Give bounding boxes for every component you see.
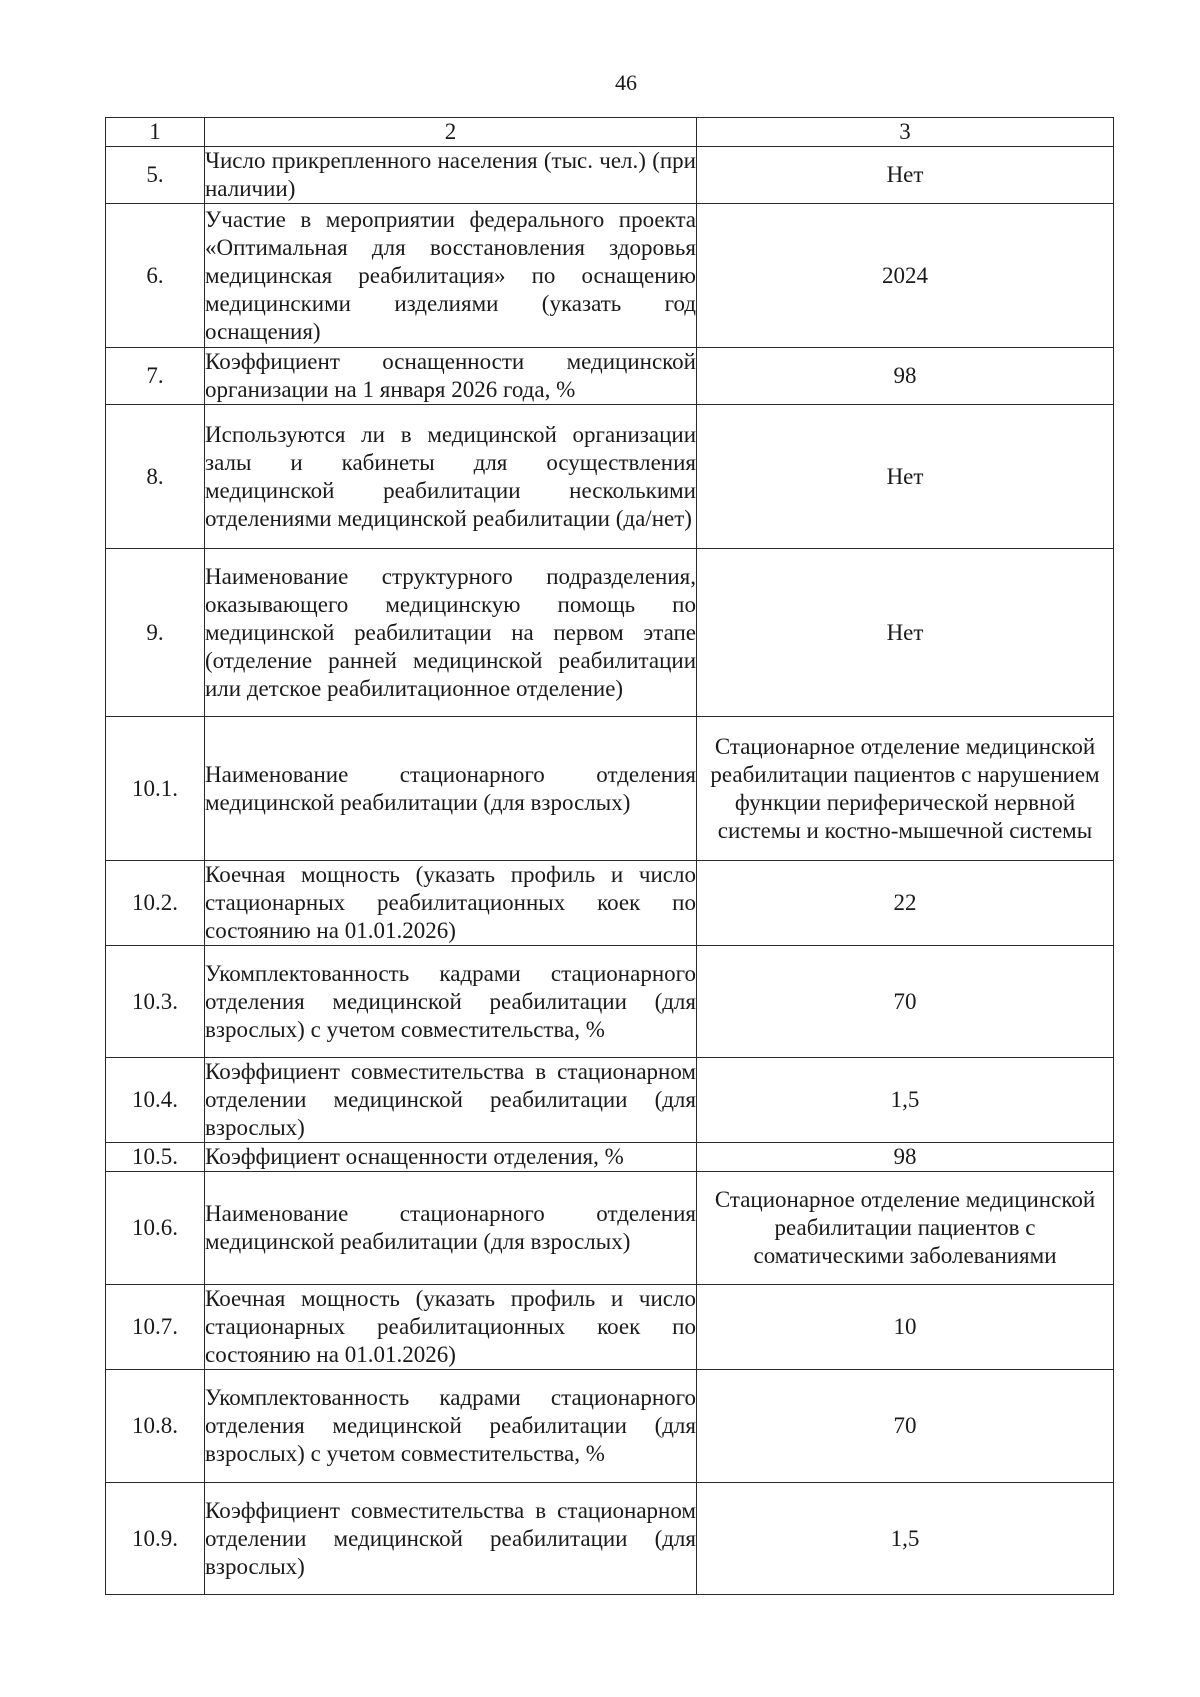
row-number: 10.1. <box>106 717 205 861</box>
row-indicator-name: Коэффициент оснащенности медицинской организации на 1 января 2026 года, % <box>205 348 697 405</box>
data-table <box>105 117 1114 1595</box>
row-number: 10.3. <box>106 946 205 1058</box>
row-indicator-name: Коэффициент совместительства в стационарном отделении медицинской реабилитации (для взрослых) <box>205 1058 697 1143</box>
row-number: 10.4. <box>106 1058 205 1143</box>
row-value: Нет <box>697 147 1114 204</box>
table-row <box>106 717 1114 861</box>
table-row <box>106 1058 1114 1143</box>
row-number: 10.6. <box>106 1172 205 1285</box>
row-number: 8. <box>106 405 205 549</box>
row-indicator-name: Число прикрепленного населения (тыс. чел.) (при наличии) <box>205 147 697 204</box>
column-header-3: 3 <box>697 118 1114 147</box>
row-number: 6. <box>106 204 205 348</box>
row-number: 10.2. <box>106 861 205 946</box>
row-indicator-name: Наименование стационарного отделения медицинской реабилитации (для взрослых) <box>205 717 697 861</box>
row-indicator-name: Коэффициент оснащенности отделения, % <box>205 1143 697 1172</box>
row-number: 5. <box>106 147 205 204</box>
row-value: 70 <box>697 1370 1114 1483</box>
table-row <box>106 1370 1114 1483</box>
table-row <box>106 204 1114 348</box>
row-value: Нет <box>697 549 1114 717</box>
row-number: 10.8. <box>106 1370 205 1483</box>
row-indicator-name: Используются ли в медицинской организации залы и кабинеты для осуществления медицинской реабилитации несколькими отделениями медицинской реабилитации (да/нет) <box>205 405 697 549</box>
row-indicator-name: Укомплектованность кадрами стационарного отделения медицинской реабилитации (для взрослых) с учетом совместительства, % <box>205 1370 697 1483</box>
table-row <box>106 147 1114 204</box>
row-value: 2024 <box>697 204 1114 348</box>
column-header-2: 2 <box>205 118 697 147</box>
row-value: 10 <box>697 1285 1114 1370</box>
table-row <box>106 946 1114 1058</box>
table-row <box>106 1285 1114 1370</box>
row-value: 98 <box>697 1143 1114 1172</box>
row-indicator-name: Укомплектованность кадрами стационарного отделения медицинской реабилитации (для взрослых) с учетом совместительства, % <box>205 946 697 1058</box>
row-number: 7. <box>106 348 205 405</box>
table-header-row <box>106 118 1114 147</box>
row-value: 22 <box>697 861 1114 946</box>
table-row <box>106 405 1114 549</box>
row-value: Стационарное отделение медицинской реабилитации пациентов с нарушением функции периферической нервной системы и костно-мышечной системы <box>697 717 1114 861</box>
row-value: Нет <box>697 405 1114 549</box>
table-row <box>106 549 1114 717</box>
table-row <box>106 1143 1114 1172</box>
row-number: 9. <box>106 549 205 717</box>
row-value: 1,5 <box>697 1483 1114 1595</box>
row-indicator-name: Наименование структурного подразделения, оказывающего медицинскую помощь по медицинской реабилитации на первом этапе (отделение ранней медицинской реабилитации или детское реабилитационное отделение) <box>205 549 697 717</box>
table-row <box>106 861 1114 946</box>
table-row <box>106 1483 1114 1595</box>
row-indicator-name: Коечная мощность (указать профиль и число стационарных реабилитационных коек по состоянию на 01.01.2026) <box>205 1285 697 1370</box>
row-indicator-name: Наименование стационарного отделения медицинской реабилитации (для взрослых) <box>205 1172 697 1285</box>
column-header-1: 1 <box>106 118 205 147</box>
page-number: 46 <box>615 70 637 95</box>
row-number: 10.5. <box>106 1143 205 1172</box>
row-indicator-name: Коэффициент совместительства в стационарном отделении медицинской реабилитации (для взрослых) <box>205 1483 697 1595</box>
row-indicator-name: Коечная мощность (указать профиль и число стационарных реабилитационных коек по состоянию на 01.01.2026) <box>205 861 697 946</box>
row-value: 1,5 <box>697 1058 1114 1143</box>
table-row <box>106 1172 1114 1285</box>
row-number: 10.7. <box>106 1285 205 1370</box>
row-number: 10.9. <box>106 1483 205 1595</box>
row-value: Стационарное отделение медицинской реабилитации пациентов с соматическими заболеваниями <box>697 1172 1114 1285</box>
row-value: 70 <box>697 946 1114 1058</box>
row-value: 98 <box>697 348 1114 405</box>
row-indicator-name: Участие в мероприятии федерального проекта «Оптимальная для восстановления здоровья медицинская реабилитация» по оснащению медицинскими изделиями (указать год оснащения) <box>205 204 697 348</box>
table-row <box>106 348 1114 405</box>
